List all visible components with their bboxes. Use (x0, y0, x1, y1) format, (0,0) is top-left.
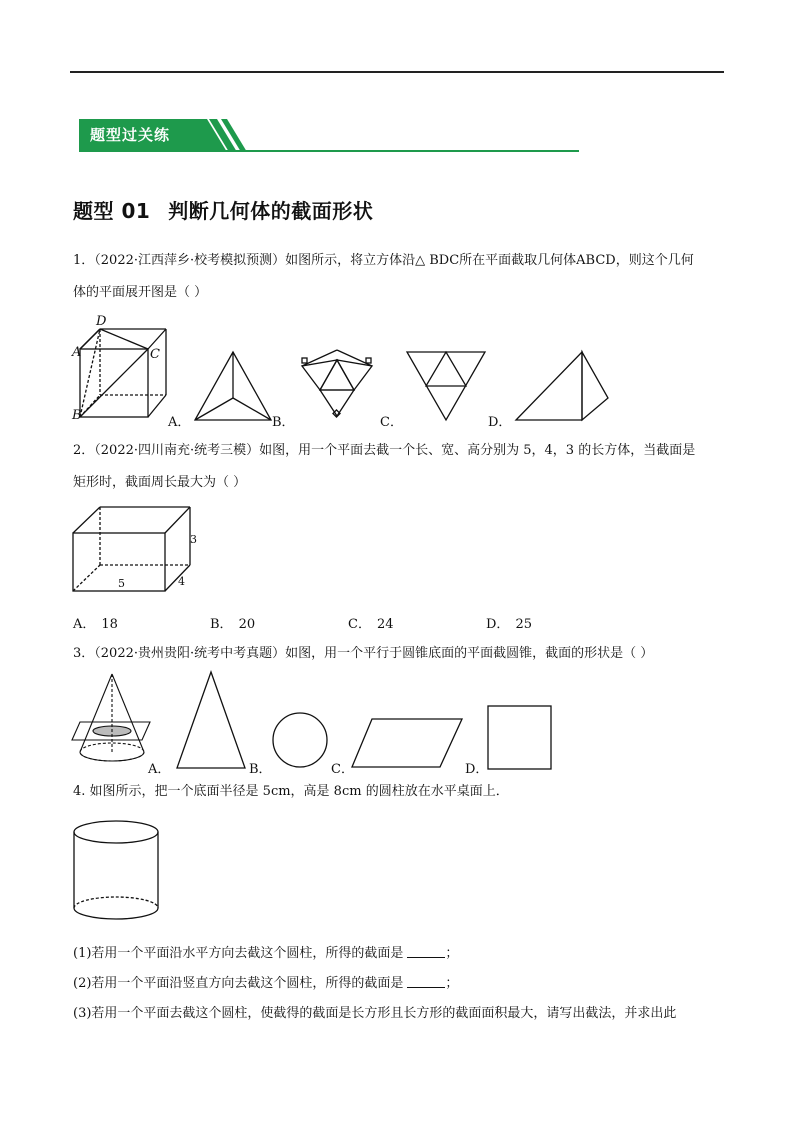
q1-option-c[interactable]: C． (380, 415, 403, 430)
q3-option-a-figure (175, 670, 247, 770)
section-number: 题型 01 (73, 199, 151, 223)
banner-underline (200, 150, 579, 152)
q2-option-a[interactable] (73, 613, 118, 632)
q2-option-b[interactable] (210, 613, 255, 632)
q4-line1: 4. 如图所示，把一个底面半径是 5cm，高是 8cm 的圆柱放在水平桌面上． (73, 784, 509, 799)
q3-option-a[interactable]: A． (148, 762, 171, 777)
q2-option-c-letter: C． (348, 617, 371, 632)
header-rule (70, 71, 724, 73)
q1-label-a: A (72, 345, 82, 360)
q4-sub2-blank[interactable] (407, 975, 445, 988)
q4-sub3: (3)若用一个平面去截这个圆柱，使截得的截面是长方形且长方形的截面面积最大，请写出截法，并求出此 (73, 1006, 677, 1021)
q1-option-d-figure (514, 350, 610, 422)
section-title (73, 195, 373, 224)
q4-sub1 (73, 945, 458, 961)
q2-option-a-value: 18 (101, 617, 118, 632)
q1-option-b-figure (298, 348, 376, 420)
q3-option-d[interactable]: D． (465, 762, 489, 777)
q3-option-c[interactable]: C． (331, 762, 354, 777)
q1-label-b: B (72, 408, 82, 423)
q4-sub1-semicolon: ； (445, 946, 459, 961)
q4-sub1-blank[interactable] (407, 945, 445, 958)
q1-label-d: D (96, 314, 107, 329)
q2-dim-height: 3 (190, 533, 197, 546)
q2-dim-width: 4 (178, 575, 185, 588)
q3-cone-figure (70, 672, 152, 772)
q2-option-d-value: 25 (515, 617, 532, 632)
q1-cube-figure (70, 315, 170, 425)
q4-sub2-semicolon: ； (445, 976, 459, 991)
q1-option-c-figure (405, 350, 487, 422)
q1-line1: 1．（2022·江西萍乡·校考模拟预测）如图所示，将立方体沿△ BDC所在平面截取几何体ABCD，则这个几何 (73, 253, 694, 268)
q2-dim-length: 5 (118, 577, 125, 590)
q2-option-c-value: 24 (376, 617, 394, 632)
q2-option-d[interactable] (486, 613, 532, 632)
banner-label: 题型过关练 (90, 126, 171, 144)
q2-option-b-value: 20 (238, 617, 256, 632)
q3-option-b-figure (272, 712, 330, 770)
q4-sub2-text: (2)若用一个平面沿竖直方向去截这个圆柱，所得的截面是 (73, 976, 404, 991)
q1-line2: 体的平面展开图是（ ） (73, 285, 208, 300)
q4-sub2 (73, 975, 458, 991)
q2-box-figure (72, 505, 192, 595)
q4-cylinder-figure (72, 820, 162, 920)
q3-option-b[interactable]: B． (249, 762, 272, 777)
q2-option-a-letter: A． (73, 617, 96, 632)
q1-label-c: C (150, 347, 160, 362)
q3-option-c-figure (350, 717, 466, 769)
q4-sub1-text: (1)若用一个平面沿水平方向去截这个圆柱，所得的截面是 (73, 946, 404, 961)
q1-option-a-figure (193, 350, 273, 422)
q2-line1: 2．（2022·四川南充·统考三模）如图，用一个平面去截一个长、宽、高分别为 5，4，3 的长方体，当截面是 (73, 443, 696, 458)
q2-option-d-letter: D． (486, 617, 510, 632)
q1-option-d[interactable]: D． (488, 415, 512, 430)
q3-line1: 3．（2022·贵州贵阳·统考中考真题）如图，用一个平行于圆锥底面的平面截圆锥，截面的形状是（ ） (73, 646, 654, 661)
section-title-text: 判断几何体的截面形状 (168, 199, 374, 223)
q2-option-b-letter: B． (210, 617, 233, 632)
q1-option-b[interactable]: B． (272, 415, 295, 430)
q3-option-d-figure (487, 705, 553, 771)
q2-line2: 矩形时，截面周长最大为（ ） (73, 475, 247, 490)
q1-option-a[interactable]: A． (168, 415, 191, 430)
q2-option-c[interactable] (348, 613, 394, 632)
